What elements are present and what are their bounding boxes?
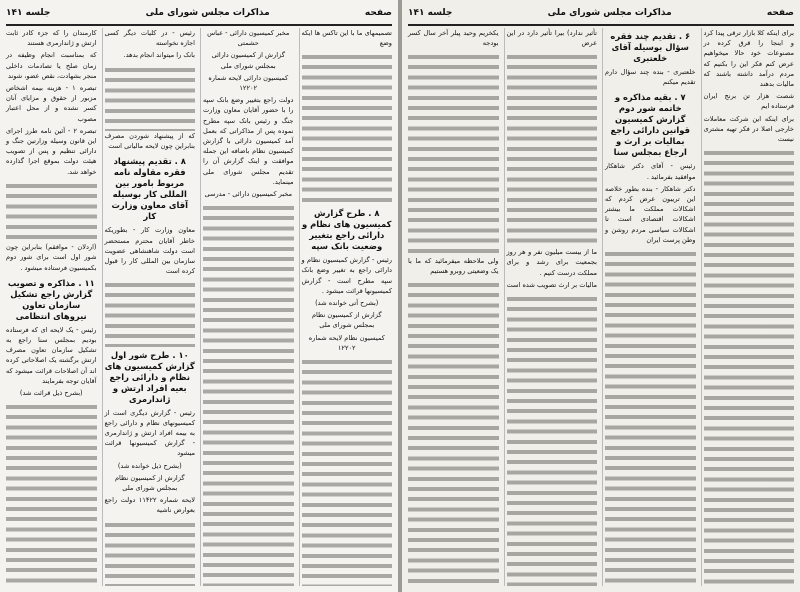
- column: [602, 28, 698, 586]
- section-heading: ۶ . تقدیم چند فقره سؤال بوسیله آقای خلعتبری: [610, 31, 691, 63]
- paragraph: رئیس - در کلیات دیگر کسی اجازه نخواسته: [104, 29, 195, 48]
- paragraph: مالیات بر ارث تصویب شده است: [506, 280, 597, 289]
- paragraph: که از پیشنهاد شوردن مصرف بنابراین چون لایحه مالیاتی است: [104, 131, 195, 151]
- paragraph: تصمیمهای ما با این تاکس ها ایکه وضع: [301, 29, 392, 48]
- paragraph: رئیس - گزارش دیگری است از کمیسیونهای نظام و دارائی راجع به بیمه افراد ارتش و ژاندارمری - گزارش کمیسیونها قرائت میشود: [104, 408, 195, 458]
- illegible-text: [408, 280, 499, 586]
- paragraph: یکخریم وحید پیلر آخر سال کسر بودجه: [408, 29, 499, 48]
- section-heading: ۷ . بقیه مذاکره و خاتمه شور دوم گزارش کمیسیون قوانین دارائی راجع بمالیات بر ارث و ارجاع بمجلس سنا: [610, 92, 690, 158]
- column: [504, 28, 600, 586]
- paragraph: (بشرح ذیل قرائت شد): [19, 388, 83, 397]
- paragraph: تأثیر ندارد) بیرا تأثیر دارد در این عرض: [506, 29, 597, 48]
- illegible-text: [302, 52, 393, 205]
- paragraph: (بشرح ذیل خوانده شد): [117, 461, 182, 470]
- publication-title: مذاکرات مجلس شورای ملی: [145, 8, 270, 18]
- paragraph: برای اینکه این شرکت معاملات خارجی اصلا در فکر تهیه مشتری نیست: [703, 114, 794, 144]
- paragraph: دکتر شاهکار - بنده بطور خلاصه این تریبون عرض کردم که اشکالات مملکت ما بیشتر اشکالات اقتصادی است تا اشکالات سیاسی مردم روشن و وطن پرست ایران: [605, 184, 696, 244]
- paragraph: لایحه شماره ۱۱۴۲۲ دولت راجع بعوارض ناشیه: [104, 496, 195, 515]
- illegible-text: [704, 148, 795, 586]
- illegible-text: [105, 280, 196, 346]
- section-heading: ۱۰ . طرح شور اول گزارش کمیسیون های نظام و دارائی راجع بعیه افراد ارتش و ژاندارمری: [104, 349, 195, 404]
- paragraph: (اردلان - موافقم) بنابراین چون شور اول است برای شور دوم بکمیسیون فرستاده میشود .: [6, 243, 97, 272]
- paragraph: مخبر کمیسیون دارائی - مدرسی: [204, 190, 293, 199]
- illegible-text: [105, 65, 196, 131]
- section-heading: ۸ . طرح گزارش کمیسیون های نظام و دارائی راجع بتغییر وضعیت بانک سپه: [302, 208, 392, 252]
- paragraph: گزارش از کمیسیون دارائی بمجلس شورای ملی: [211, 51, 285, 70]
- paragraph: رئیس - گزارش کمیسیون نظام و دارائی راجع به تغییر وضع بانک سپه مطرح است - گزارش کمیسیونها قرائت میشود .: [301, 256, 392, 295]
- page-label: صفحه: [364, 8, 392, 18]
- column: [299, 28, 395, 586]
- paragraph: برای اینکه کلا بازار ترقی پیدا کرد و اینجا را قرق کرده در مصنوعات خود حالا میخواهیم عرض کنم فکر این را بکنیم که مردم درآمد داشته باشند که مالیات بدهند: [703, 29, 794, 89]
- right-page: [402, 0, 800, 592]
- column: [406, 28, 501, 586]
- paragraph: شصت هزار تن برنج ایران فرستاده ایم: [703, 92, 794, 111]
- page-header: [6, 4, 392, 22]
- paragraph: کمیسیون نظام لایحه شماره ۱۲۲۰۲: [308, 333, 385, 352]
- left-page: [0, 0, 398, 592]
- paragraph: رئیس - یک لایحه ای که فرستاده بودیم بمجلس سنا راجع به تشکیل سازمان تعاون مصرف ارتش برگشته یک اصلاحاتی کرده اند آن اصلاحات قرائت میشود که آقایان توجه بفرمایند: [6, 325, 97, 385]
- paragraph: (بشرح آتی خوانده شد): [315, 298, 379, 307]
- illegible-text: [605, 249, 696, 586]
- paragraph: کارمندان را که جزء کادر ثابت ارتش و ژاندارمری هستند: [6, 29, 97, 48]
- section-heading: ۱۱ . مذاکره و تصویب گزارش راجع تشکیل سازمان تعاون نیروهای انتظامی: [7, 277, 95, 321]
- session-number: جلسه ۱۴۱: [408, 8, 453, 18]
- paragraph: تبصره ۱ - هزینه بیمه اشخاص مزبور از حقوق و مزایای آنان کسر نشده و از محل اعتبار مصوب: [6, 84, 97, 123]
- column: [701, 28, 797, 586]
- page-label: صفحه: [766, 8, 794, 18]
- session-number: جلسه ۱۴۱: [6, 8, 51, 18]
- columns: [4, 28, 394, 586]
- paragraph: دولت راجع بتغییر وضع بانک سپه را با حضور آقایان معاون وزارت جنگ و رئیس بانک سپه مطرح نموده پس از مذاکراتی که بعمل آمد کمیسیون دارائی با گزارش کمیسیون نظام باضافه این جمله موافقت و اینک گزارش آن را تقدیم مجلس شورای ملی مینماید.: [203, 96, 294, 186]
- paragraph: تبصره ۲ - آئین نامه طرز اجرای این قانون وسیله وزارتین جنگ و دارائی تنظیم و پس از تصویب هیئت دولت بموقع اجرا گذارده خواهد شد.: [6, 126, 97, 176]
- illegible-text: [507, 52, 598, 247]
- section-heading: ۸ . تقدیم پیشنهاد فقره مقاوله نامه مربوط بامور بین المللی کار بوسیله آقای معاون وزارت کار: [111, 156, 189, 222]
- illegible-text: [408, 52, 499, 256]
- paragraph: معاون وزارت کار - بطوریکه خاطر آقایان محترم مستحضر است دولت شاهنشاهی عضویت سازمان بین المللی کار را قبول کرده است: [104, 226, 195, 276]
- illegible-text: [302, 357, 393, 586]
- column: [200, 28, 296, 586]
- illegible-text: [105, 520, 196, 586]
- column: [4, 28, 99, 586]
- publication-title: مذاکرات مجلس شورای ملی: [547, 8, 672, 18]
- paragraph: که بمناسبت انجام وظیفه در زمان صلح یا تصادمات داخلی منجر بشهادت، نقص عضو، شوند: [6, 51, 97, 80]
- header-rule: [408, 24, 794, 26]
- paragraph: ما از بیست میلیون نفر و هر روز بجمعیت برای رشد و برای مملکت درست کنیم .: [506, 248, 597, 277]
- illegible-text: [6, 402, 97, 586]
- columns: [406, 28, 796, 586]
- paragraph: گزارش از کمیسیون نظام بمجلس شورای ملی: [311, 311, 382, 330]
- paragraph: بانک را میتواند انجام بدهد.: [123, 51, 195, 60]
- paragraph: رئیس - آقای دکتر شاهکار موافقید بفرمائید .: [605, 162, 696, 181]
- illegible-text: [203, 203, 294, 586]
- paragraph: ولی ملاحظه میفرمائید که ما با یک وضعیتی روبرو هستیم: [408, 257, 499, 276]
- illegible-text: [6, 181, 97, 242]
- paragraph: خلعتبری - بنده چند سؤال دارم تقدیم میکنم: [605, 68, 696, 87]
- column: [102, 28, 198, 586]
- header-rule: [6, 24, 392, 26]
- paragraph: مخبر کمیسیون دارائی - عباس حشمتی: [207, 29, 290, 48]
- paragraph: کمیسیون دارائی لایحه شماره ۱۲۲۰۲: [208, 73, 289, 93]
- illegible-text: [507, 294, 598, 586]
- page-header: [408, 4, 794, 22]
- paragraph: گزارش از کمیسیون نظام بمجلس شورای ملی: [114, 473, 185, 493]
